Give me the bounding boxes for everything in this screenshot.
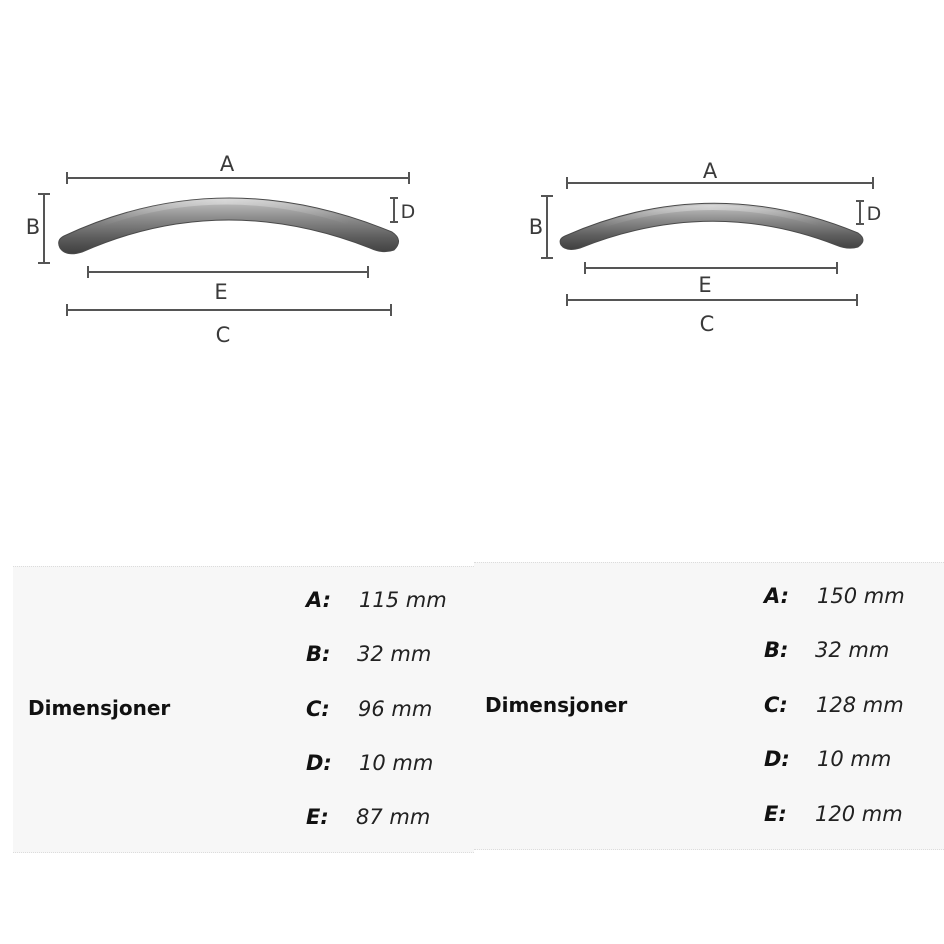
right-dimension-a — [567, 177, 873, 189]
right-dimension-d — [856, 201, 864, 224]
left-label-c: C — [215, 323, 231, 347]
right-spec-title: Dimensjoner — [485, 693, 628, 717]
left-spec-key-a: A: — [306, 588, 332, 612]
left-spec-value-d: 10 mm — [359, 751, 434, 775]
right-spec-value-b: 32 mm — [815, 638, 890, 662]
right-spec-value-a: 150 mm — [817, 584, 905, 608]
left-spec-key-b: B: — [306, 642, 331, 666]
right-dimension-c — [567, 294, 857, 306]
left-label-e: E — [214, 280, 228, 304]
right-spec-key-e: E: — [764, 802, 787, 826]
right-spec-key-c: C: — [764, 693, 788, 717]
left-dimension-e — [88, 266, 368, 278]
right-spec-key-d: D: — [764, 747, 790, 771]
left-spec-value-e: 87 mm — [356, 805, 431, 829]
left-handle-diagram — [26, 152, 416, 347]
left-spec-title: Dimensjoner — [28, 696, 171, 720]
left-dimension-a — [67, 172, 409, 184]
left-spec-value-b: 32 mm — [357, 642, 432, 666]
right-label-e: E — [698, 273, 712, 297]
left-spec-key-e: E: — [306, 805, 329, 829]
right-spec-value-e: 120 mm — [815, 802, 903, 826]
left-spec-key-d: D: — [306, 751, 332, 775]
left-spec-value-c: 96 mm — [358, 697, 433, 721]
left-spec-value-a: 115 mm — [359, 588, 447, 612]
left-spec-key-c: C: — [306, 697, 330, 721]
right-spec-value-d: 10 mm — [817, 747, 892, 771]
right-spec-key-b: B: — [764, 638, 789, 662]
left-handle-shape — [59, 198, 399, 254]
right-handle-diagram — [529, 159, 882, 336]
left-dimension-c — [67, 304, 391, 316]
right-label-d: D — [866, 203, 882, 225]
right-spec-key-a: A: — [764, 584, 790, 608]
left-label-a: A — [219, 152, 235, 176]
right-spec-value-c: 128 mm — [816, 693, 904, 717]
right-label-b: B — [528, 215, 544, 239]
left-label-d: D — [400, 201, 416, 223]
left-dimension-d — [390, 198, 398, 222]
right-label-a: A — [702, 159, 718, 183]
right-label-c: C — [699, 312, 715, 336]
left-label-b: B — [25, 215, 41, 239]
